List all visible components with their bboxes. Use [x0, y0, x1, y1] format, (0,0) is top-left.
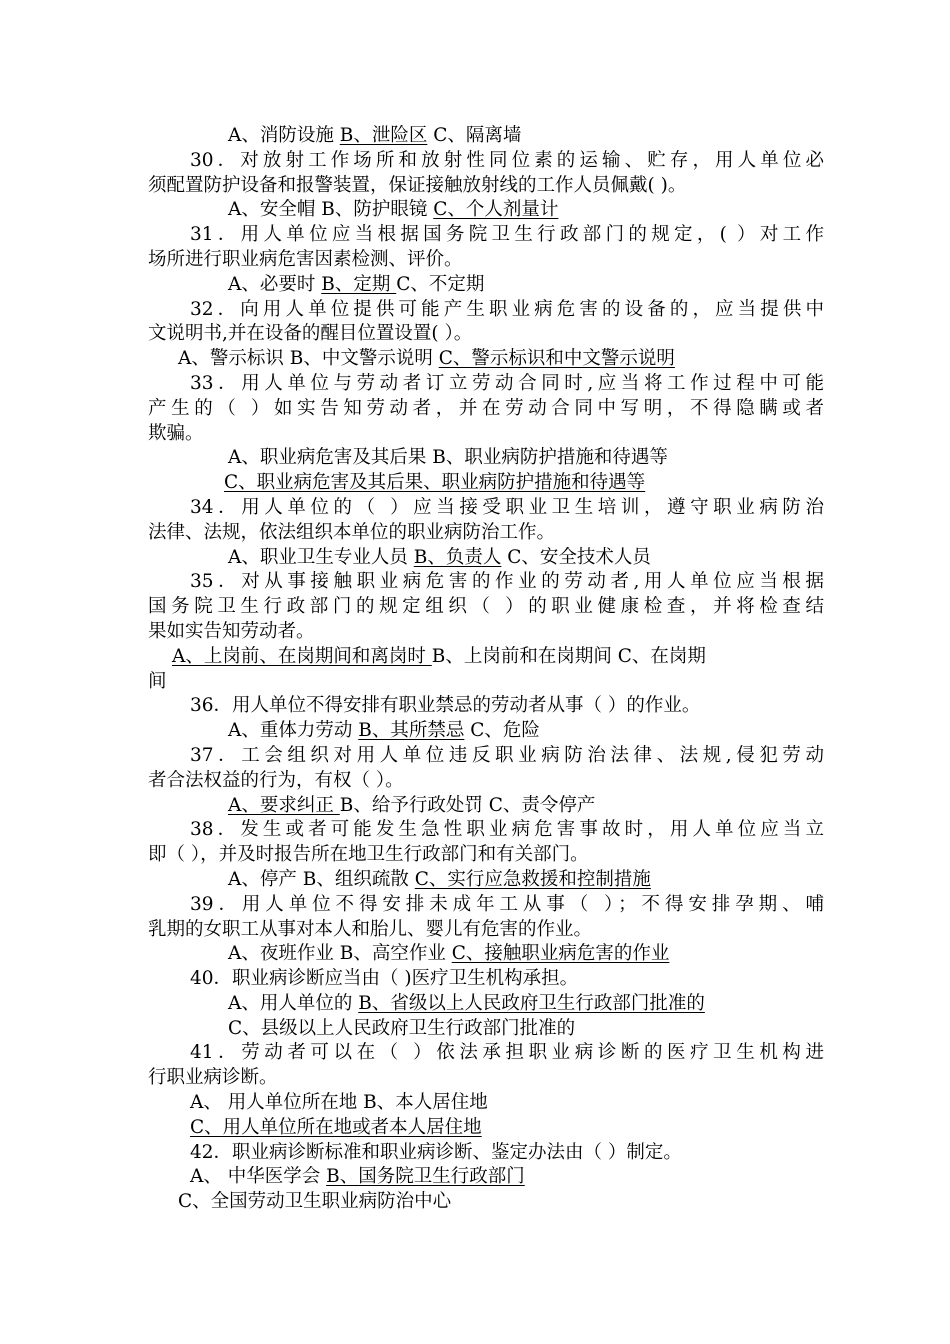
- question-37-line-2: 者合法权益的行为，有权（ ）。: [148, 769, 404, 791]
- answer-line-33-c: [148, 471, 824, 496]
- option-text: A、用人单位的: [228, 992, 359, 1014]
- option-text: A、停产 B、组织疏散: [228, 868, 415, 890]
- question-30-line-1: 30．对放射工作场所和放射性同位素的运输、贮存，用人单位必: [190, 149, 824, 171]
- correct-option: B、负责人: [413, 546, 502, 568]
- question-31-line-1: 31．用人单位应当根据国务院卫生行政部门的规定，( ）对工作: [190, 224, 824, 246]
- correct-option: C、实行应急救援和控制措施: [414, 868, 651, 890]
- option-text: B、给予行政处罚 C、责令停产: [339, 794, 596, 816]
- option-text: A、夜班作业 B、高空作业: [228, 943, 452, 965]
- question-33-line-1: 33．用人单位与劳动者订立劳动合同时,应当将工作过程中可能: [190, 372, 824, 394]
- option-text: A、 中华医学会: [190, 1166, 327, 1188]
- question-41-line-2: 行职业病诊断。: [148, 1067, 278, 1089]
- question-39-line-2: 乳期的女职工从事对本人和胎儿、婴儿有危害的作业。: [148, 918, 593, 940]
- answer-line-38: [148, 868, 824, 893]
- answer-line-31: [148, 273, 824, 298]
- option-text: C、不定期: [396, 273, 485, 295]
- correct-option: B、国务院卫生行政部门: [326, 1166, 525, 1188]
- answer-line-41: A、 用人单位所在地 B、本人居住地: [190, 1092, 488, 1114]
- option-text: A、必要时: [228, 273, 322, 295]
- question-41-line-1: 41．劳动者可以在（ ）依法承担职业病诊断的医疗卫生机构进: [190, 1042, 824, 1064]
- answer-line-39: [148, 942, 824, 967]
- answer-line-42: [148, 1165, 824, 1190]
- option-text: B、上岗前和在岗期间 C、在岗期: [431, 645, 706, 667]
- option-text: A、警示标识 B、中文警示说明: [178, 348, 439, 370]
- answer-line-40: [148, 992, 824, 1017]
- correct-option: C、警示标识和中文警示说明: [438, 348, 675, 370]
- option-text: A、职业卫生专业人员: [228, 546, 414, 568]
- question-36-line-1: 36．用人单位不得安排有职业禁忌的劳动者从事（ ）的作业。: [190, 695, 701, 717]
- question-35-line-1: 35．对从事接触职业病危害的作业的劳动者,用人单位应当根据: [190, 571, 824, 593]
- question-37-line-1: 37．工会组织对用人单位违反职业病防治法律、法规,侵犯劳动: [190, 744, 824, 766]
- question-33-line-2: 产生的（ ）如实告知劳动者，并在劳动合同中写明，不得隐瞒或者: [148, 397, 824, 419]
- question-34-line-2: 法律、法规，依法组织本单位的职业病防治工作。: [148, 521, 556, 543]
- question-32-line-1: 32．向用人单位提供可能产生职业病危害的设备的，应当提供中: [190, 298, 824, 320]
- question-35-line-2: 国务院卫生行政部门的规定组织（ ）的职业健康检查，并将检查结: [148, 596, 824, 618]
- answer-line-32: [148, 347, 824, 372]
- answer-line-35-cont: 间: [148, 670, 167, 692]
- answer-line-36: [148, 719, 824, 744]
- option-text: C、安全技术人员: [501, 546, 651, 568]
- question-35-line-3: 果如实告知劳动者。: [148, 620, 315, 642]
- correct-option: B、省级以上人民政府卫生行政部门批准的: [358, 992, 705, 1014]
- correct-option: B、泄险区: [339, 125, 428, 146]
- answer-line-34: [148, 546, 824, 571]
- answer-line-35: [148, 645, 824, 670]
- correct-option: B、定期: [321, 273, 397, 295]
- correct-option: A、上岗前、在岗期间和离岗时: [172, 645, 432, 667]
- correct-option: C、职业病危害及其后果、职业病防护措施和待遇等: [224, 472, 646, 494]
- question-33-line-3: 欺骗。: [148, 422, 204, 444]
- answer-line-30: [148, 198, 824, 223]
- correct-option: B、其所禁忌: [358, 720, 465, 742]
- answer-line-42-c: C、全国劳动卫生职业病防治中心: [178, 1191, 452, 1213]
- option-text: A、重体力劳动: [228, 720, 359, 742]
- correct-option: C、用人单位所在地或者本人居住地: [190, 1116, 482, 1138]
- correct-option: A、要求纠正: [228, 794, 340, 816]
- answer-line-29: [148, 124, 824, 149]
- option-text: C、隔离墙: [427, 125, 522, 146]
- answer-line-33-a: A、职业病危害及其后果 B、职业病防护措施和待遇等: [228, 447, 668, 469]
- question-38-line-1: 38．发生或者可能发生急性职业病危害事故时，用人单位应当立: [190, 819, 824, 841]
- option-text: A、消防设施: [228, 125, 340, 146]
- answer-line-41-c: [148, 1116, 824, 1141]
- question-40-line-1: 40．职业病诊断应当由（ )医疗卫生机构承担。: [190, 968, 579, 990]
- question-32-line-2: 文说明书,并在设备的醒目位置设置( ）。: [148, 323, 473, 345]
- question-42-line-1: 42．职业病诊断标准和职业病诊断、鉴定办法由（ ）制定。: [190, 1141, 682, 1163]
- option-text: A、安全帽 B、防护眼镜: [228, 199, 434, 221]
- option-text: C、危险: [464, 720, 540, 742]
- question-39-line-1: 39．用人单位不得安排未成年工从事（ ）；不得安排孕期、哺: [190, 893, 824, 915]
- answer-line-37: [148, 794, 824, 819]
- question-list: [148, 124, 824, 1215]
- correct-option: C、个人剂量计: [433, 199, 559, 221]
- correct-option: C、接触职业病危害的作业: [451, 943, 670, 965]
- question-38-line-2: 即（ ），并及时报告所在地卫生行政部门和有关部门。: [148, 844, 589, 866]
- question-30-line-2: 须配置防护设备和报警装置，保证接触放射线的工作人员佩戴( )。: [148, 174, 687, 196]
- answer-line-40-c: C、县级以上人民政府卫生行政部门批准的: [228, 1017, 576, 1039]
- question-31-line-2: 场所进行职业病危害因素检测、评价。: [148, 248, 463, 270]
- question-34-line-1: 34．用人单位的（ ）应当接受职业卫生培训，遵守职业病防治: [190, 496, 824, 518]
